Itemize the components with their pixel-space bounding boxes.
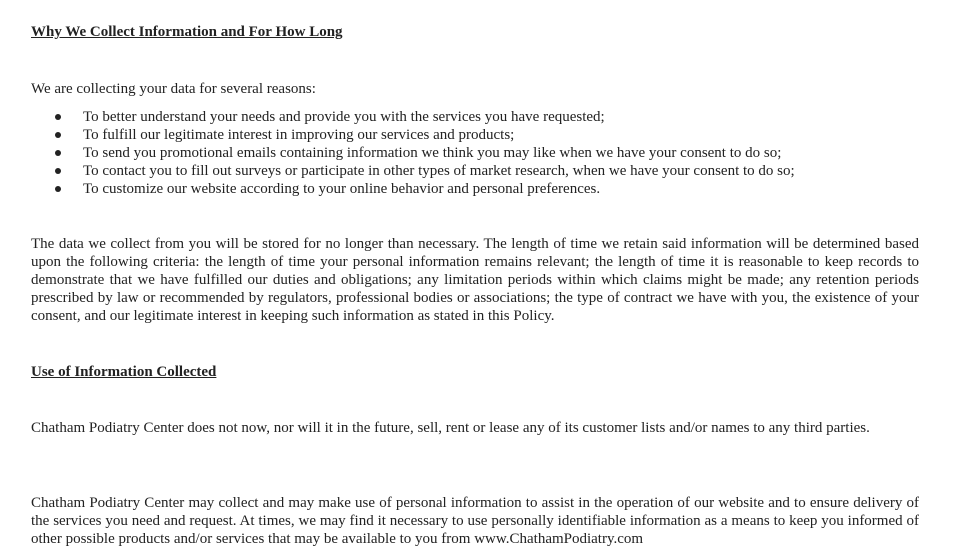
reason-text: To contact you to fill out surveys or participate in other types of market research, when we have your consent to do so;	[83, 163, 795, 179]
no-sale-paragraph: Chatham Podiatry Center does not now, nor will it in the future, sell, rent or lease any of its customer lists and/or names to any third parties.	[31, 420, 870, 436]
bullet-icon	[55, 132, 61, 138]
section-heading-use-of-information: Use of Information Collected	[31, 364, 217, 380]
bullet-icon	[55, 114, 61, 120]
reason-text: To fulfill our legitimate interest in improving our services and products;	[83, 127, 515, 143]
use-of-personal-info-paragraph: Chatham Podiatry Center may collect and may make use of personal information to assist in the operation of our website and to ensure delivery of the services you need and request. At times, we may find it necessary to use personally identifiable information as a means to keep you informed of other possible products and/or services that may be available to you from www.ChathamPodiatry.com	[31, 495, 919, 547]
reasons-intro-text: We are collecting your data for several reasons:	[31, 81, 316, 97]
reason-list-item	[31, 180, 795, 198]
reason-list-item	[31, 144, 795, 162]
reason-list-item	[31, 162, 795, 180]
bullet-icon	[55, 168, 61, 174]
reason-text: To better understand your needs and provide you with the services you have requested;	[83, 109, 605, 125]
reason-text: To customize our website according to your online behavior and personal preferences.	[83, 181, 601, 197]
reason-list-item	[31, 126, 795, 144]
data-retention-paragraph: The data we collect from you will be stored for no longer than necessary. The length of time we retain said information will be determined based upon the following criteria: the length of time your personal information remains relevant; the length of time it is reasonable to keep records to demonstrate that we have fulfilled our duties and obligations; any limitation periods within which claims might be made; any retention periods prescribed by law or recommended by regulators, professional bodies or associations; the type of contract we have with you, the existence of your consent, and our legitimate interest in keeping such information as stated in this Policy.	[31, 236, 919, 324]
bullet-icon	[55, 186, 61, 192]
reasons-list	[31, 108, 795, 198]
section-heading-why-we-collect: Why We Collect Information and For How Long	[31, 24, 343, 40]
bullet-icon	[55, 150, 61, 156]
reason-text: To send you promotional emails containing information we think you may like when we have your consent to do so;	[83, 145, 782, 161]
reason-list-item	[31, 108, 795, 126]
